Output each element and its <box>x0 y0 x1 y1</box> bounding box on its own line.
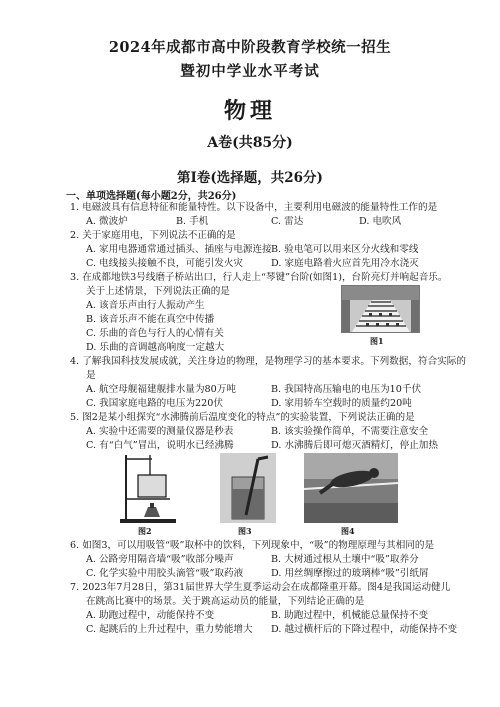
figure-2-boiling-apparatus <box>120 453 178 523</box>
figure-1-stairs-photo <box>341 285 420 333</box>
q6-option-d: D. 用丝绸摩擦过的玻璃棒“吸”引纸屑 <box>271 568 429 579</box>
q5-option-b: B. 该实验操作简单，不需要注意安全 <box>271 426 429 437</box>
q3-stem: 3. 在成都地铁3号线磨子桥站出口，行人走上“琴键”台阶(如图1)，台阶亮灯并响起音乐。 <box>70 272 448 283</box>
figure-3-caption: 图3 <box>238 526 252 536</box>
q2-option-d: D. 家庭电路着火应首先用冷水浇灭 <box>271 258 419 269</box>
q3-option-a: A. 该音乐声由行人振动产生 <box>86 300 205 311</box>
subject-title: 物理 <box>223 98 276 124</box>
part1-heading: 第Ⅰ卷(选择题，共26分) <box>177 170 323 186</box>
q6-option-c: C. 化学实验中用胶头滴管“吸”取药液 <box>86 568 244 579</box>
exam-title-line2: 暨初中学业水平考试 <box>180 63 320 80</box>
q3-option-d: D. 乐曲的音调越高响度一定越大 <box>86 342 225 353</box>
figure-2-caption: 图2 <box>138 526 152 536</box>
section-title: 一、单项选择题(每小题2分，共26分) <box>66 191 237 202</box>
q4-option-a: A. 航空母舰福建舰排水量为80万吨 <box>86 384 236 395</box>
q7-stem-cont: 在跳高比赛中的场景。关于跳高运动员的能量，下列结论正确的是 <box>86 596 365 607</box>
q3-stem-cont: 关于上述情景，下列说法正确的是 <box>86 286 230 297</box>
q5-option-a: A. 实验中还需要的测量仪器是秒表 <box>86 426 234 437</box>
figure-4-high-jump-photo <box>304 453 398 523</box>
q1-option-c: C. 雷达 <box>271 216 304 227</box>
q1-option-d: D. 电吹风 <box>359 216 402 227</box>
q4-stem-cont: 是 <box>86 370 96 381</box>
q4-stem: 4. 了解我国科技发展成就，关注身边的物理，是物理学习的基本要求。下列数据，符合实际的 <box>70 356 466 367</box>
q2-option-c: C. 电线接头接触不良，可能引发火灾 <box>86 258 244 269</box>
q6-option-a: A. 公路旁用隔音墙“吸”收部分噪声 <box>86 554 234 565</box>
q6-stem: 6. 如图3，可以用吸管“吸”取杯中的饮料，下列现象中，“吸”的物理原理与其相同的是 <box>70 540 435 551</box>
figure-3-straw-cup-photo <box>220 453 276 523</box>
q7-option-c: C. 起跳后的上升过程中，重力势能增大 <box>86 624 253 635</box>
q3-option-c: C. 乐曲的音色与行人的心情有关 <box>86 328 224 339</box>
q7-option-a: A. 助跑过程中，动能保持不变 <box>86 610 215 621</box>
q1-option-b: B. 手机 <box>176 216 209 227</box>
q4-option-d: D. 家用轿车空载时的质量约20吨 <box>271 398 412 409</box>
q1-option-a: A. 微波炉 <box>86 216 128 227</box>
q4-option-b: B. 我国特高压输电的电压为10千伏 <box>271 384 422 395</box>
q5-stem: 5. 图2是某小组探究“水沸腾前后温度变化的特点”的实验装置，下列说法正确的是 <box>70 412 415 423</box>
figure-1-caption: 图1 <box>370 336 384 346</box>
q2-stem: 2. 关于家庭用电，下列说法不正确的是 <box>70 230 236 241</box>
q2-option-a: A. 家用电器通常通过插头、插座与电源连接 <box>86 244 272 255</box>
q5-option-d: D. 水沸腾后即可熄灭酒精灯，停止加热 <box>271 440 438 451</box>
paper-a-heading: A卷(共85分) <box>207 135 293 151</box>
q4-option-c: C. 我国家庭电路的电压为220伏 <box>86 398 223 409</box>
q3-option-b: B. 该音乐声不能在真空中传播 <box>86 314 215 325</box>
exam-title-line1: 2024年成都市高中阶段教育学校统一招生 <box>108 39 392 56</box>
figure-4-caption: 图4 <box>341 526 355 536</box>
q5-option-c: C. 有“白气”冒出，说明水已经沸腾 <box>86 440 234 451</box>
q2-option-b: B. 验电笔可以用来区分火线和零线 <box>271 244 419 255</box>
q7-stem: 7. 2023年7月28日，第31届世界大学生夏季运动会在成都隆重开幕。图4是我国运动健儿 <box>70 582 451 593</box>
q7-option-d: D. 越过横杆后的下降过程中，动能保持不变 <box>271 624 458 635</box>
q1-stem: 1. 电磁波具有信息特征和能量特性。以下设备中，主要利用电磁波的能量特性工作的是 <box>70 202 438 213</box>
q7-option-b: B. 助跑过程中，机械能总量保持不变 <box>271 610 429 621</box>
q6-option-b: B. 大树通过根从土壤中“吸”取养分 <box>271 554 419 565</box>
